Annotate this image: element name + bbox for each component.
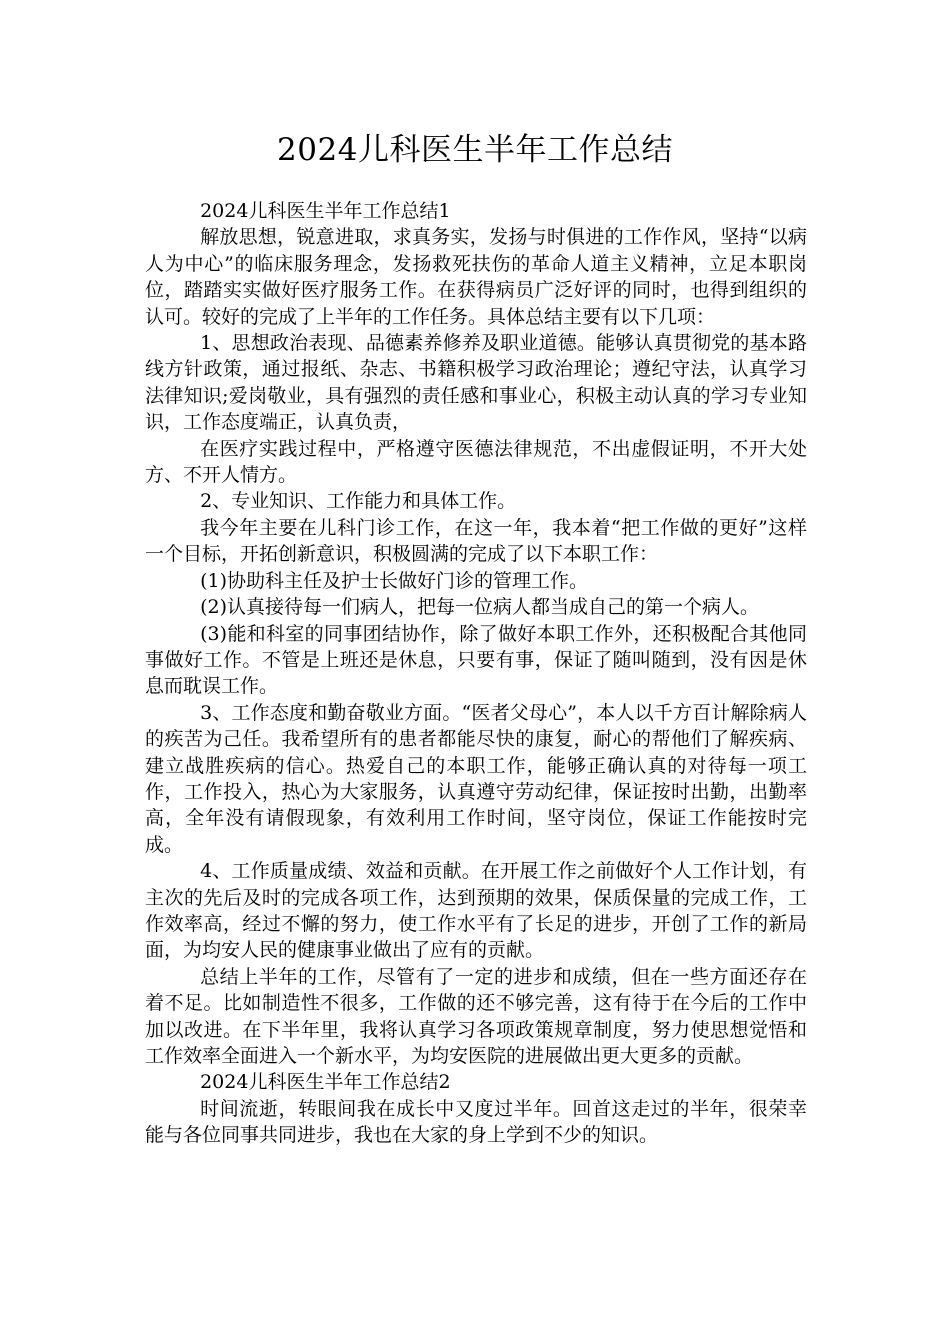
paragraph-subitem-1: (1)协助科主任及护士长做好门诊的管理工作。 xyxy=(200,569,589,592)
paragraph-item-1: 1、思想政治表现、品德素养修养及职业道德。能够认真贯彻党的基本路线方针政策，通过报纸、杂志、书籍积极学习政治理论；遵纪守法，认真学习法律知识;爱岗敬业，具有强烈的责任感和事业心，积极主动认真的学习专业知识，工作态度端正，认真负责， xyxy=(145,332,807,434)
paragraph-summary: 总结上半年的工作，尽管有了一定的进步和成绩，但在一些方面还存在着不足。比如制造性不很多，工作做的还不够完善，这有待于在今后的工作中加以改进。在下半年里，我将认真学习各项政策规章制度，努力使思想觉悟和工作效率全面进入一个新水平，为均安医院的进展做出更大更多的贡献。 xyxy=(145,965,807,1067)
paragraph-subitem-3: (3)能和科室的同事团结协作，除了做好本职工作外，还积极配合其他同事做好工作。不管是上班还是休息，只要有事，保证了随叫随到，没有因是休息而耽误工作。 xyxy=(145,622,807,698)
paragraph-subitem-2: (2)认真接待每一们病人，把每一位病人都当成自己的第一个病人。 xyxy=(200,596,760,619)
document-body xyxy=(145,198,807,1149)
paragraph-clinic-work: 我今年主要在儿科门诊工作，在这一年，我本着“把工作做的更好”这样一个目标，开拓创新意识，积极圆满的完成了以下本职工作： xyxy=(145,516,807,566)
section-heading-1: 2024儿科医生半年工作总结1 xyxy=(200,200,451,222)
paragraph-intro: 解放思想，锐意进取，求真务实，发扬与时俱进的工作作风，坚持“以病人为中心”的临床服务理念，发扬救死扶伤的革命人道主义精神，立足本职岗位，踏踏实实做好医疗服务工作。在获得病员广泛好评的同时，也得到组织的认可。较好的完成了上半年的工作任务。具体总结主要有以下几项： xyxy=(145,226,807,328)
paragraph-item-2: 2、专业知识、工作能力和具体工作。 xyxy=(200,490,517,513)
paragraph-section-2-intro: 时间流逝，转眼间我在成长中又度过半年。回首这走过的半年，很荣幸能与各位同事共同进步，我也在大家的身上学到不少的知识。 xyxy=(145,1097,807,1147)
section-heading-2: 2024儿科医生半年工作总结2 xyxy=(200,1071,451,1094)
paragraph-item-4: 4、工作质量成绩、效益和贡献。在开展工作之前做好个人工作计划，有主次的先后及时的完成各项工作，达到预期的效果，保质保量的完成工作，工作效率高，经过不懈的努力，使工作水平有了长足的进步，开创了工作的新局面，为均安人民的健康事业做出了应有的贡献。 xyxy=(145,860,807,962)
paragraph-medical-ethics: 在医疗实践过程中，严格遵守医德法律规范，不出虚假证明，不开大处方、不开人情方。 xyxy=(145,437,807,487)
document-title: 2024儿科医生半年工作总结 xyxy=(277,132,673,168)
paragraph-item-3: 3、工作态度和勤奋敬业方面。“医者父母心”，本人以千方百计解除病人的疾苦为己任。我希望所有的患者都能尽快的康复，耐心的帮他们了解疾病、建立战胜疾病的信心。热爱自己的本职工作，能够正确认真的对待每一项工作，工作投入，热心为大家服务，认真遵守劳动纪律，保证按时出勤，出勤率高，全年没有请假现象，有效利用工作时间，坚守岗位，保证工作能按时完成。 xyxy=(145,701,807,856)
